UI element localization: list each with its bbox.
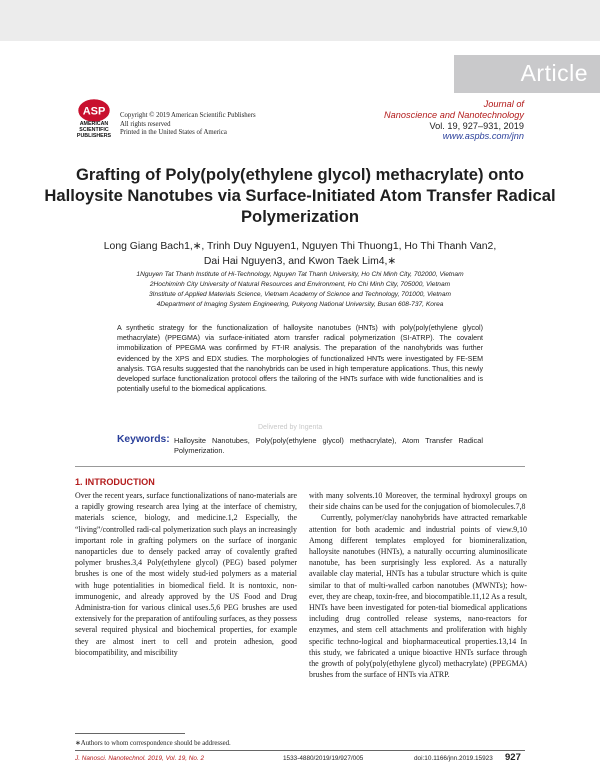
paper-title: Grafting of Poly(poly(ethylene glycol) methacrylate) onto Halloysite Nanotubes via Surface-Initiated Atom Transfer Radical Polymerization — [44, 165, 556, 226]
journal-url-link[interactable]: www.aspbs.com/jnn — [442, 131, 524, 142]
footer-issn: 1533-4880/2019/19/927/005 — [283, 755, 364, 762]
abstract: A synthetic strategy for the functionalization of halloysite nanotubes (HNTs) with poly(poly(ethylene glycol) methacrylate) (PPEGMA) via surface-initiated atom transfer radical polymerization (SI-ATRP). The covalent immobilization of PPEGMA was confirmed by FT-IR analysis. The preparation of the nanohybrids was further evidenced by the XPS and EDX studies. The morphologies of functionalized HNTs were investigated by FE-SEM analysis. TGA results suggested that the nanohybrids can be used in high temperature applications. Thus, this newly developed surface functionalization protocol offers the tailoring of the HNTs surface with wide functionalities and is potentially useful to the biomedical applications. — [117, 324, 483, 394]
copyright-notice: Copyright © 2019 American Scientific Publishers All rights reserved Printed in the United States of America — [120, 112, 256, 137]
journal-volume: Vol. 19, 927–931, 2019 — [429, 120, 524, 131]
divider — [75, 466, 525, 467]
delivery-watermark: Delivered by Ingenta — [258, 424, 323, 431]
journal-line-1: Journal of — [483, 99, 524, 109]
author-line-1: Long Giang Bach1,∗, Trinh Duy Nguyen1, Nguyen Thi Thuong1, Ho Thi Thanh Van2, — [103, 241, 497, 252]
logo-text: ASP — [82, 105, 106, 118]
asp-logo-icon — [77, 98, 111, 123]
affiliation-1: 1Nguyen Tat Thanh Institute of Hi-Technology, Nguyen Tat Thanh University, Ho Chi Minh City, 702000, Vietnam — [136, 271, 464, 278]
top-band — [0, 0, 600, 41]
footnote-rule — [75, 733, 185, 734]
affiliations — [60, 270, 540, 310]
paragraph: Over the recent years, surface functionalizations of nano-materials are a rapidly growing research area lying at the interface of chemistry, materials science, biology, and medicine.1,2 Especially, the “living”/controlled radi-cal polymerization such plays an increasingly important role in grafting polymers on the surface of inorganic nanoparticles due to densely packed array of covalently grafted polymer brushes.3,4 Poly(ethylene glycol) (PEG) based polymer brushes is one of the most widely stud-ied polymers as a material with huge potentialities in biomedical field. It is nontoxic, non-immunogenic, and already approved by the US Food and Drug Administra-tion for various clinical uses.5,6 PEG brushes are used extensively for the preparation of antifouling surfaces, as they possess several required physical and biochemical properties, for example they are almost inert to cell and protein adhesion, good biocompatibility, and miscibility — [75, 491, 297, 657]
intro-left-column — [75, 490, 297, 658]
footer-journal-ref: J. Nanosci. Nanotechnol. 2019, Vol. 19, No. 2 — [75, 755, 205, 762]
footer-doi: doi:10.1166/jnn.2019.15923 — [414, 755, 493, 762]
journal-name: Nanoscience and Nanotechnology — [384, 109, 524, 120]
intro-right-column — [309, 490, 527, 680]
logo-subtitle: AMERICAN SCIENTIFIC PUBLISHERS — [76, 121, 112, 139]
affiliation-2: 2Hochiminh City University of Natural Resources and Environment, Ho Chi Minh City, 705000, Vietnam — [149, 281, 451, 288]
keywords-text: Halloysite Nanotubes, Poly(poly(ethylene glycol) methacrylate), Atom Transfer Radical Polymerization. — [174, 436, 483, 456]
article-type-label: Article — [520, 60, 588, 86]
paragraph: with many solvents.10 Moreover, the terminal hydroxyl groups on their side chains can be used for the conjugation of biomolecules.7,8 — [309, 491, 527, 512]
author-list — [60, 239, 540, 269]
footer-rule — [75, 750, 525, 751]
section-heading: 1. INTRODUCTION — [75, 477, 155, 487]
journal-info — [384, 99, 524, 142]
paragraph: Currently, polymer/clay nanohybrids have attracted remarkable attention for both academic and industrial points of view.9,10 Among different templates employed for biomineralization, halloysite nanotubes (HNTs), a naturally occurring aluminosilicate nanotube, has been surprisingly less explored. As a naturally available clay material, HNTs has a tubular structure which is quite similar to that of multi-walled carbon nanotubes (MWNTs); how-ever, they are cheap, toxin-free, and biocompatible.11,12 As a result, HNTs have been investigated for poten-tial biomedical applications including drug controlled release systems, nano-reactors for enzymes, and stem cell attachments and proliferation with highly specific techno-logical and biopharmaceutical properties.13,14 In this study, we fabricated a unique bioactive HNTs surface through the growth of poly(poly(ethylene glycol) methacrylate) (PPEGMA) brushes from the surface of HNTs via ATRP. — [309, 513, 527, 680]
keywords-label: Keywords: — [117, 434, 170, 445]
author-line-2: Dai Hai Nguyen3, and Kwon Taek Lim4,∗ — [203, 256, 397, 267]
affiliation-4: 4Department of Imaging System Engineering, Pukyong National University, Busan 608-737, Korea — [156, 301, 444, 308]
affiliation-3: 3Institute of Applied Materials Science, Vietnam Academy of Science and Technology, 701000, Vietnam — [148, 291, 452, 298]
footnote: ∗Authors to whom correspondence should be addressed. — [75, 740, 231, 747]
page-number: 927 — [505, 752, 521, 763]
